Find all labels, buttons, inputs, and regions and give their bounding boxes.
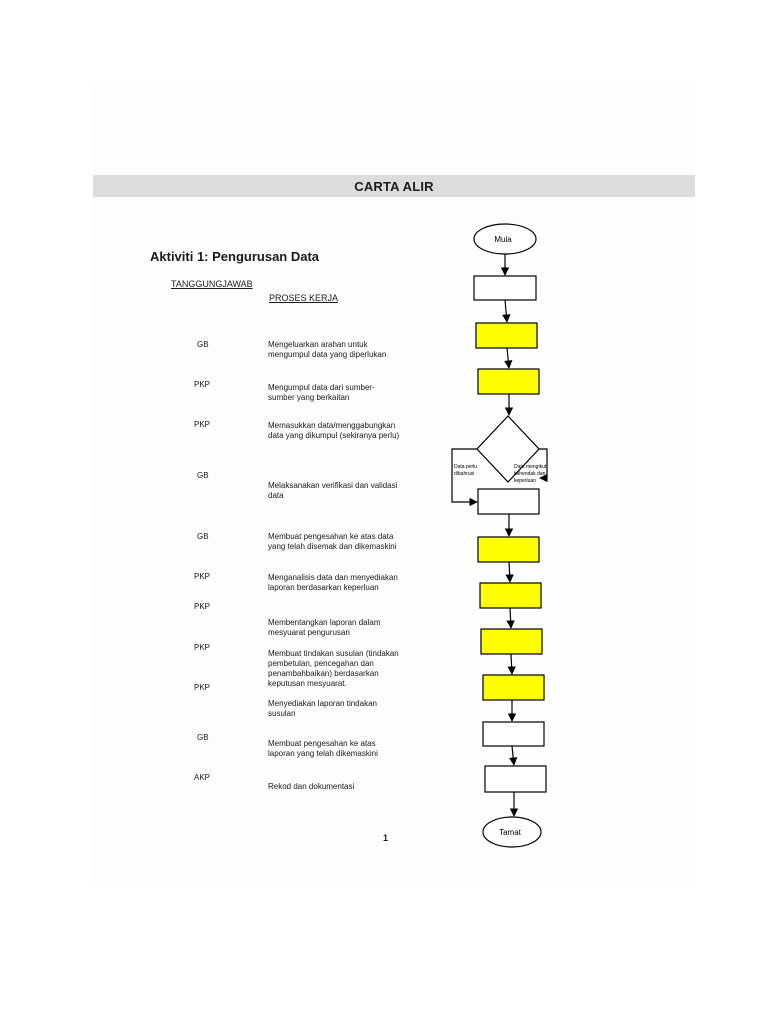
start-label: Mula (494, 235, 512, 244)
responsibility-code: PKP (194, 602, 211, 611)
column-header-process: PROSES KERJA (269, 293, 339, 303)
process-step: Menganalisis data dan menyediakan laporan berdasarkan keperluan (268, 573, 398, 592)
process-box-1 (474, 276, 536, 300)
responsibility-code: GB (197, 340, 209, 349)
process-step: Membuat pengesahan ke atas data yang telah disemak dan dikemaskini (268, 532, 397, 551)
responsibility-code: GB (197, 733, 209, 742)
branch-left-label: Data perlu dibahrusi (454, 464, 478, 477)
responsibility-code: GB (197, 471, 209, 480)
process-step: Memasukkan data/menggabungkan data yang dikumpul (sekiranya perlu) (268, 421, 400, 440)
process-box-10 (485, 766, 546, 792)
process-step: Mengeluarkan arahan untuk mengumpul data yang diperlukan (268, 340, 387, 359)
process-step: Membuat tindakan susulan (tindakan pembetulan, pencegahan dan penambahbaikan) berdasarkan keputusan mesyuarat. (268, 649, 399, 688)
end-label: Tamat (499, 828, 521, 837)
process-step: Menyediakan laporan tindakan susulan (268, 699, 377, 718)
process-step: Rekod dan dokumentasi (268, 782, 355, 791)
responsibility-code: PKP (194, 420, 211, 429)
process-box-4 (478, 489, 539, 514)
responsibility-code: PKP (194, 572, 211, 581)
process-box-3 (478, 369, 539, 394)
branch-right-label: Data mengikut kehendak dan keperluan (514, 464, 547, 484)
activity-title: Aktiviti 1: Pengurusan Data (150, 249, 320, 264)
responsibility-code: GB (197, 532, 209, 541)
column-header-responsibility: TANGGUNGJAWAB (171, 279, 253, 289)
process-step: Melaksanakan verifikasi dan validasi data (268, 481, 398, 500)
page-number: 1 (383, 833, 389, 843)
process-step: Mengumpul data dari sumber-sumber yang berkaitan (268, 383, 375, 402)
responsibility-code: PKP (194, 380, 211, 389)
process-box-8 (483, 675, 544, 700)
banner-title: CARTA ALIR (354, 178, 434, 194)
process-box-6 (480, 583, 541, 608)
process-box-9 (483, 722, 544, 746)
process-box-2 (476, 323, 537, 348)
process-step: Membuat pengesahan ke atas laporan yang telah dikemaskini (268, 739, 378, 758)
process-box-7 (481, 629, 542, 654)
process-step: Membentangkan laporan dalam mesyuarat pengurusan (268, 618, 381, 637)
responsibility-code: AKP (194, 773, 211, 782)
process-box-5 (478, 537, 539, 562)
responsibility-code: PKP (194, 643, 211, 652)
responsibility-code: PKP (194, 683, 211, 692)
